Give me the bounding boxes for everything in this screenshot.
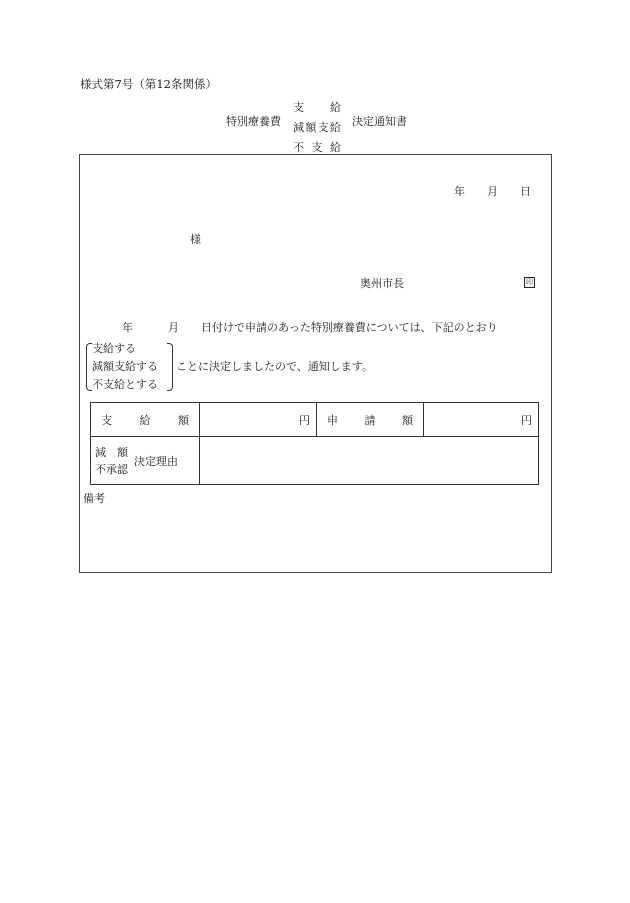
choice-reduced: 減額支給する [92, 360, 158, 373]
reject-label: 不承認 [95, 462, 128, 476]
reason-label: 決定理由 [134, 454, 178, 468]
payment-amount-cell[interactable] [200, 403, 317, 437]
yen-unit: 円 [521, 413, 532, 427]
choice-pay: 支給する [92, 342, 136, 355]
reduce-label: 減 額 [95, 445, 128, 459]
title-options [293, 101, 341, 161]
sender-name: 奥州市長 [360, 277, 404, 290]
reason-value-cell[interactable] [200, 437, 539, 485]
date-month: 月 [487, 185, 498, 198]
title-prefix: 特別療養費 [226, 115, 281, 128]
reason-qualifiers [95, 444, 128, 478]
reason-label-cell [91, 437, 200, 485]
decision-choices [92, 342, 158, 396]
payment-label-cell [91, 403, 200, 437]
request-amount-cell[interactable] [424, 403, 539, 437]
body-line-1 [122, 322, 498, 333]
date-day: 日 [520, 185, 531, 198]
title-option-pay: 支 給 [293, 101, 341, 114]
form-number: 様式第7号（第12条関係） [80, 77, 217, 91]
right-brace [167, 343, 173, 391]
date-year: 年 [454, 185, 465, 198]
yen-unit: 円 [299, 413, 310, 427]
issue-date [454, 186, 531, 197]
body-year: 年 [122, 321, 133, 334]
seal-mark: 印 [526, 278, 533, 286]
payment-label: 支給額 [101, 413, 189, 427]
remarks-label: 備考 [83, 492, 105, 505]
title-option-reduced: 減額支給 [293, 121, 341, 134]
body-month: 月 [168, 321, 179, 334]
recipient-suffix: 様 [190, 233, 201, 246]
request-label-cell [317, 403, 424, 437]
body-text: 日付けで申請のあった特別療養費については、下記のとおり [201, 321, 498, 334]
choice-none: 不支給とする [92, 378, 158, 391]
request-label: 申請額 [327, 413, 413, 427]
amount-table [90, 402, 539, 485]
body-closing: ことに決定しましたので、通知します。 [176, 360, 373, 373]
title-option-none: 不 支 給 [293, 141, 341, 154]
title-suffix: 決定通知書 [352, 115, 407, 128]
